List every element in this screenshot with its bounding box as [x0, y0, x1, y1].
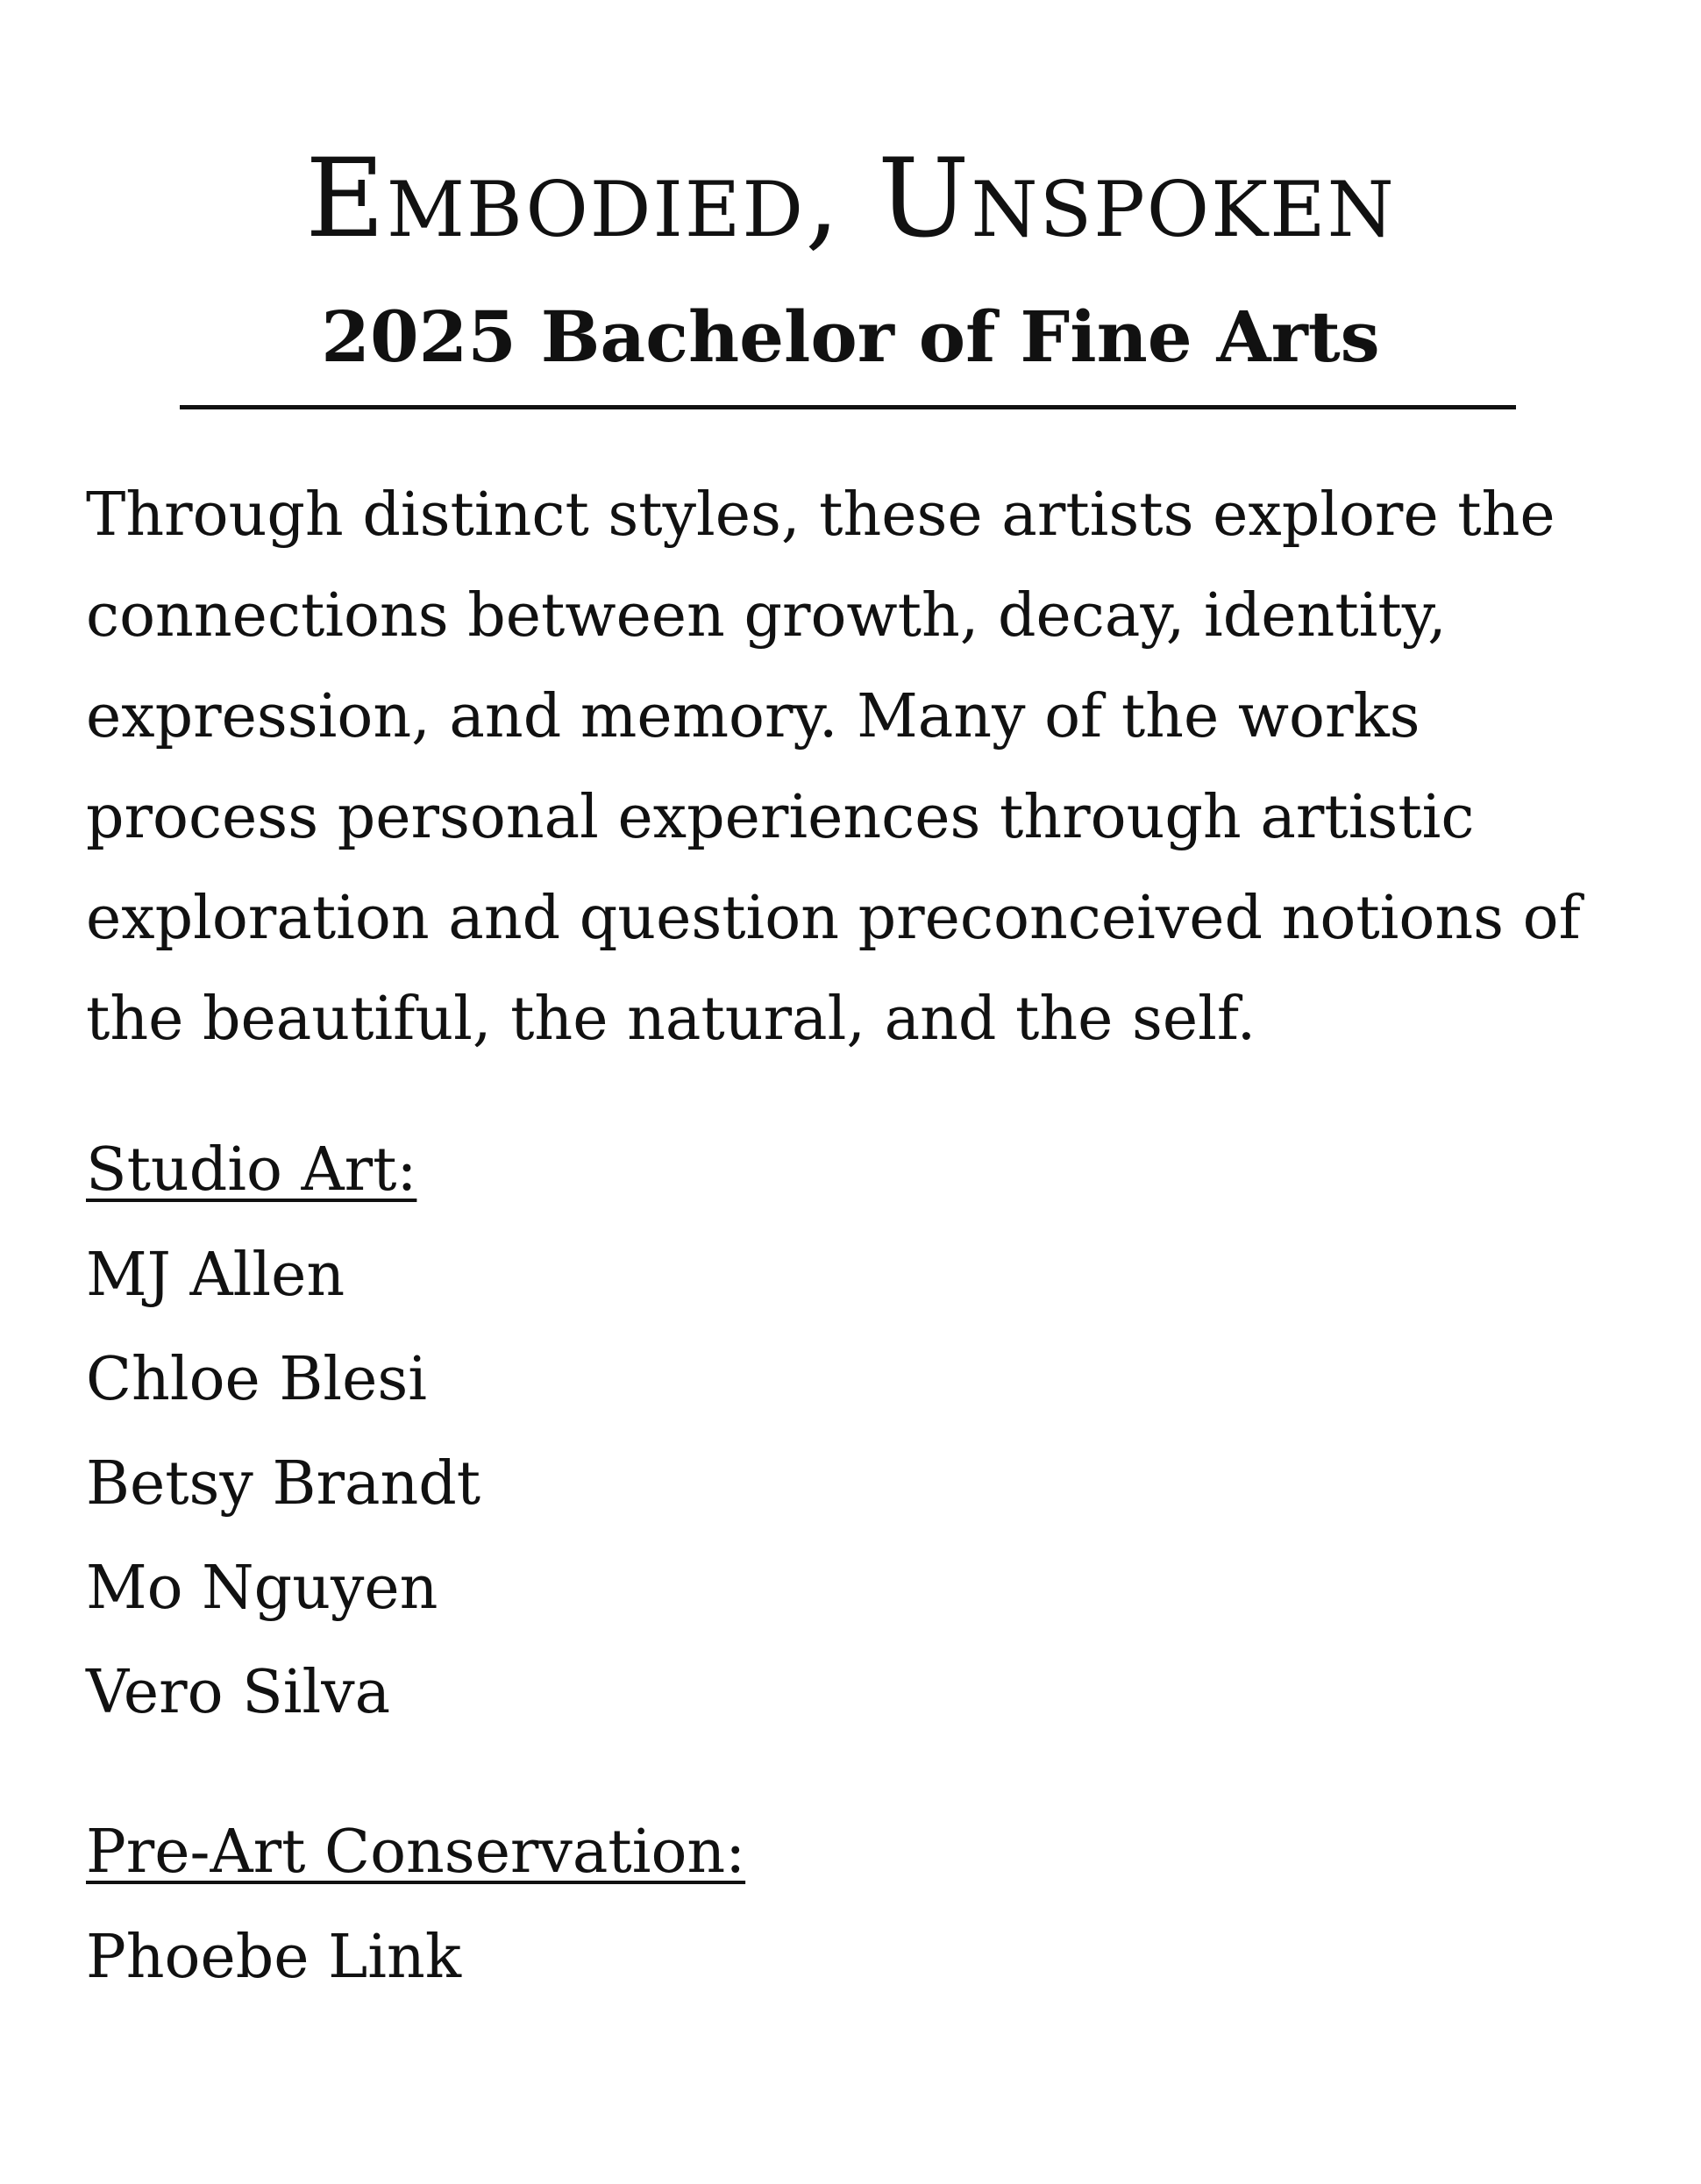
page-subtitle: 2025 Bachelor of Fine Arts — [321, 295, 1380, 378]
pre-art-conservation-section — [86, 1800, 745, 2010]
studio-art-heading: Studio Art: — [86, 1135, 417, 1205]
studio-art-name-list — [86, 1223, 480, 1745]
artist-name: Vero Silva — [86, 1658, 391, 1727]
pre-art-conservation-heading: Pre-Art Conservation: — [86, 1818, 746, 1887]
page-title: Embodied, Unspoken — [305, 136, 1396, 262]
pre-art-conservation-name-list — [86, 1905, 745, 2010]
artist-name: Phoebe Link — [86, 1923, 462, 1992]
artist-name: Mo Nguyen — [86, 1554, 438, 1623]
studio-art-section — [86, 1118, 480, 1745]
artist-name: Chloe Blesi — [86, 1345, 427, 1414]
intro-paragraph: Through distinct styles, these artists explore the connections between growth, decay, identity, expression, and memory. Many of the works process personal experiences through artistic exploration and question preconceived notions of the beautiful, the natural, and the self. — [86, 480, 1581, 1054]
title-divider — [180, 405, 1516, 409]
artist-name: MJ Allen — [86, 1241, 345, 1310]
artist-name: Betsy Brandt — [86, 1449, 481, 1519]
